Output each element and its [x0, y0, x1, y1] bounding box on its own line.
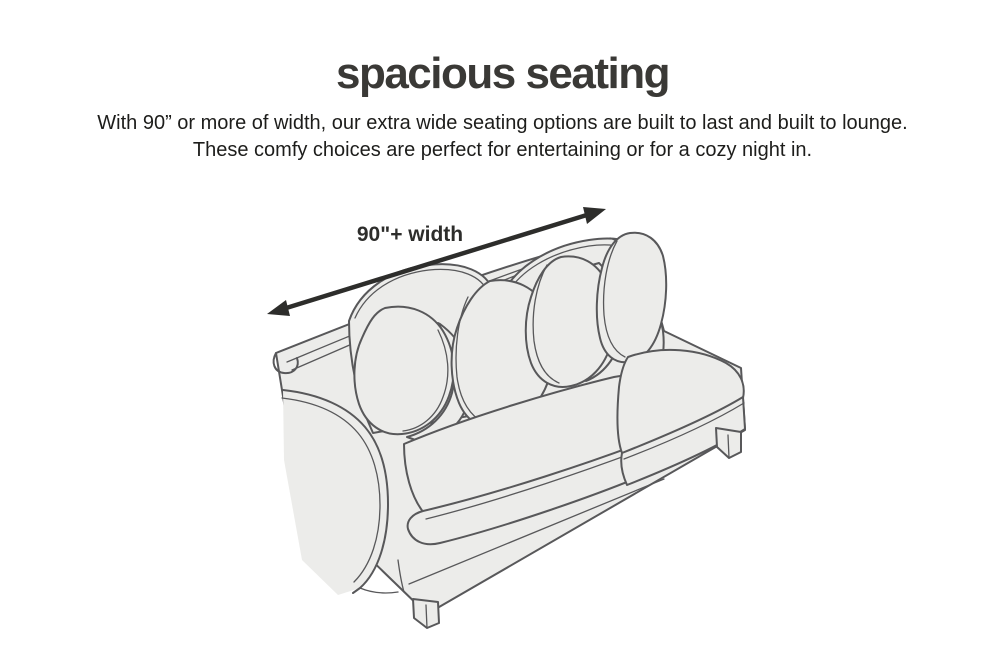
description-line-1: With 90” or more of width, our extra wide seating options are built to last and built to lounge. [97, 112, 908, 135]
page-title: spacious seating [335, 49, 669, 98]
width-dimension-label: 90"+ width [356, 223, 464, 246]
arrowhead-right [583, 207, 606, 224]
header-text-block [0, 0, 1005, 164]
description-line-2: These comfy choices are perfect for entertaining or for a cozy night in. [192, 139, 813, 162]
arrowhead-left [267, 300, 290, 316]
page-description [0, 110, 1005, 164]
